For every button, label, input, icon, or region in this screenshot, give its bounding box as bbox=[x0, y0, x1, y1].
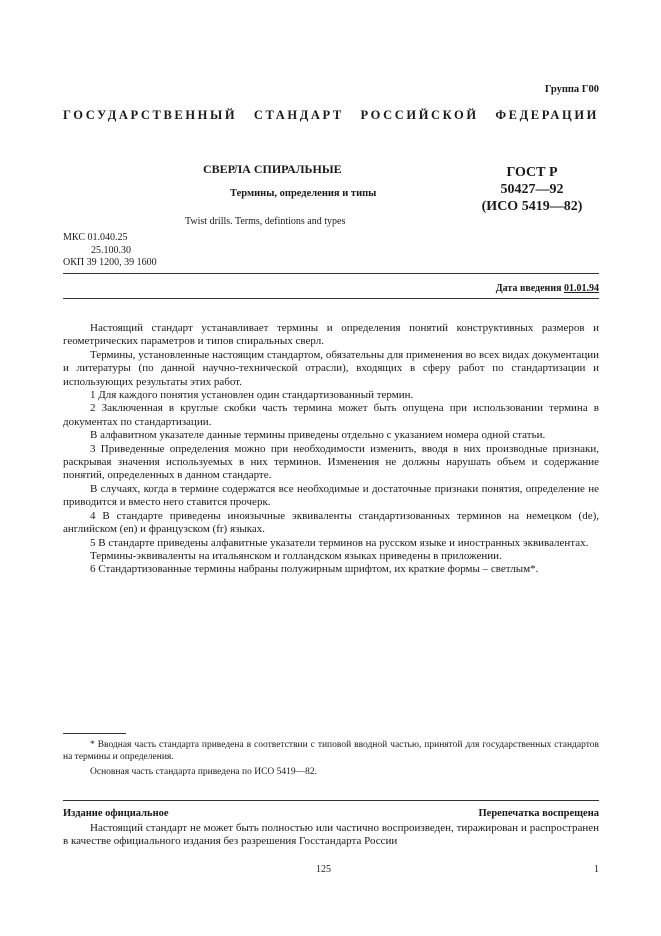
paragraph: 2 Заключенная в круглые скобки часть термина может быть опущена при использовании термина в документах по стандартизации. bbox=[63, 402, 599, 428]
paragraph: 1 Для каждого понятия установлен один стандартизованный термин. bbox=[90, 389, 414, 402]
paragraph: 3 Приведенные определения можно при необходимости изменить, вводя в них производные признаки, раскрывая значения используемых в них терминов. Изменения не должны нарушать объем и содержание понятий, определенных в данном стандарте. bbox=[63, 442, 599, 482]
mks-code-2: 25.100.30 bbox=[91, 244, 131, 256]
banner-word-4: ФЕДЕРАЦИИ bbox=[495, 108, 599, 122]
footnote-1: * Вводная часть стандарта приведена в соответствии с типовой вводной частью, принятой для государственных стандартов на термины и определения. bbox=[63, 740, 599, 762]
gost-label: ГОСТ Р bbox=[506, 165, 558, 180]
banner-word-1: ГОСУДАРСТВЕННЫЙ bbox=[63, 108, 238, 122]
mks-code-1: МКС 01.040.25 bbox=[63, 232, 128, 243]
intro-date-label: Дата введения bbox=[495, 283, 562, 294]
copyright-notice bbox=[63, 822, 599, 849]
english-title: Twist drills. Terms, defintions and types bbox=[185, 216, 346, 227]
banner-word-2: СТАНДАРТ bbox=[253, 108, 344, 122]
paragraph: 6 Стандартизованные термины набраны полужирным шрифтом, их краткие формы – светлым*. bbox=[90, 563, 539, 576]
paragraph: Термины, установленные настоящим стандартом, обязательны для применения во всех видах документации и литературы (по данной научно-технической отрасли), входящих в сферу работ по стандартизации и использующих результаты этих работ. bbox=[63, 348, 599, 388]
paragraph: В алфавитном указателе данные термины приведены отдельно с указанием номера одной статьи. bbox=[90, 429, 546, 442]
reprint-prohibited-label: Перепечатка воспрещена bbox=[478, 808, 599, 819]
intro-date-value: 01.01.94 bbox=[564, 283, 599, 294]
document-subtitle: Термины, определения и типы bbox=[230, 188, 377, 199]
body-text bbox=[63, 322, 599, 577]
page-number: 125 bbox=[316, 864, 331, 875]
divider-top bbox=[63, 273, 599, 274]
group-code: Группа Г00 bbox=[544, 84, 599, 95]
copyright-notice-text: Настоящий стандарт не может быть полностью или частично воспроизведен, тиражирован и распространен в качестве официального издания без разрешения Госстандарта России bbox=[63, 822, 599, 848]
paragraph: 5 В стандарте приведены алфавитные указатели терминов на русском языке и иностранных эквивалентах. bbox=[90, 536, 589, 549]
banner-word-3: РОССИЙСКОЙ bbox=[360, 108, 479, 122]
footnote-2: Основная часть стандарта приведена по ИСО 5419—82. bbox=[90, 767, 318, 777]
divider-footer bbox=[63, 800, 599, 801]
gost-number: 50427—92 bbox=[500, 182, 564, 197]
paragraph: 4 В стандарте приведены иноязычные эквиваленты стандартизованных терминов на немецком (de), английском (en) и французском (fr) языках. bbox=[63, 509, 599, 536]
classification-codes bbox=[63, 232, 157, 270]
official-edition-label: Издание официальное bbox=[63, 808, 169, 819]
document-title: СВЕРЛА СПИРАЛЬНЫЕ bbox=[203, 162, 342, 176]
divider-date bbox=[63, 298, 599, 299]
iso-number: (ИСО 5419—82) bbox=[481, 199, 583, 214]
footnote-rule bbox=[63, 733, 126, 734]
paragraph: В случаях, когда в термине содержатся все необходимые и достаточные признаки понятия, определение не приводится и вместо него ставится прочерк. bbox=[63, 482, 599, 509]
introduction-date bbox=[496, 283, 599, 294]
standard-banner bbox=[63, 108, 599, 123]
gost-number-block bbox=[476, 164, 588, 215]
footnotes bbox=[63, 739, 599, 778]
paragraph: Термины-эквиваленты на итальянском и голландском языках приведены в приложении. bbox=[90, 549, 502, 562]
sheet-number: 1 bbox=[594, 864, 599, 875]
okp-code: ОКП 39 1200, 39 1600 bbox=[63, 257, 157, 268]
paragraph: Настоящий стандарт устанавливает термины и определения понятий конструктивных размеров и геометрических параметров и типов спиральных сверл. bbox=[63, 322, 599, 348]
